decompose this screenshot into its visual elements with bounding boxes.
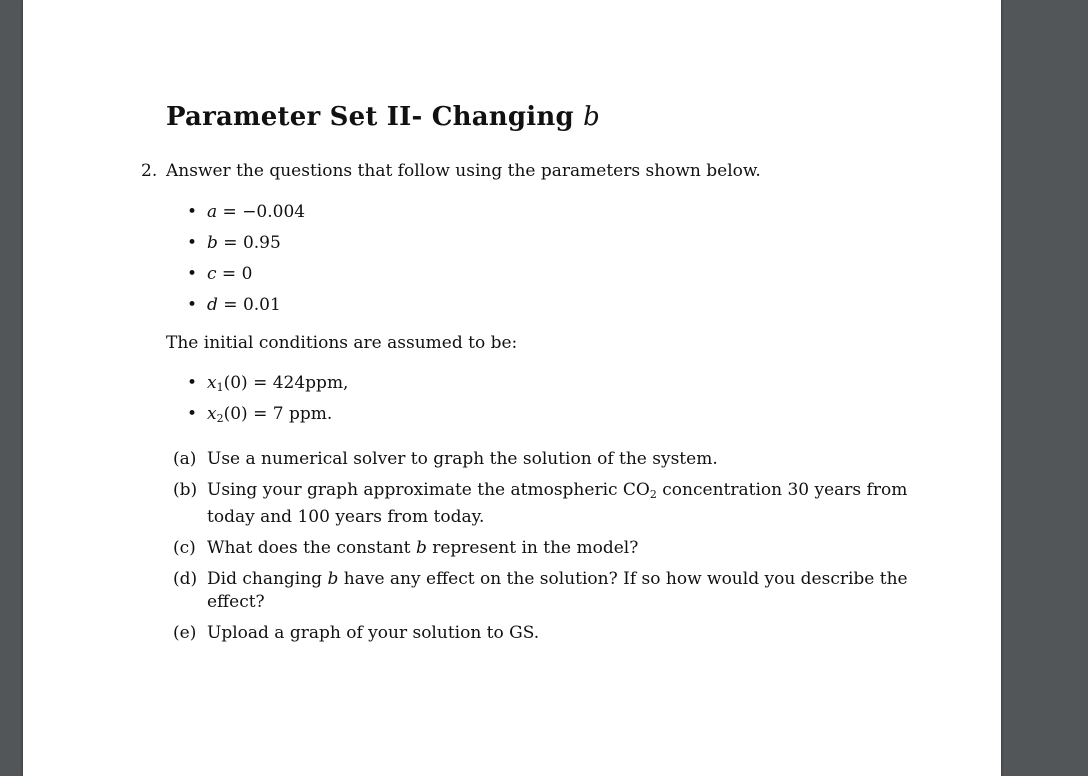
part-label: (a) (173, 449, 197, 469)
question-part-e (173, 622, 933, 645)
bullet-icon: • (187, 202, 198, 222)
initial-conditions-intro: The initial conditions are assumed to be: (166, 333, 518, 353)
part-text: Upload a graph of your solution to GS. (207, 623, 540, 643)
parameter-value: = 0.95 (217, 233, 281, 253)
parameter-value: = 0.01 (217, 295, 281, 315)
part-text: Use a numerical solver to graph the solution of the system. (207, 449, 718, 469)
condition-subscript: 1 (216, 381, 224, 394)
condition-value: (0) = 424ppm, (223, 373, 349, 393)
question-part-a (173, 448, 933, 471)
question-parts-list (173, 448, 933, 653)
question-part-b (173, 479, 933, 529)
question-number: 2. (141, 161, 158, 181)
part-text-cont: represent in the model? (426, 538, 639, 558)
initial-conditions-list (187, 372, 348, 434)
part-label: (d) (173, 569, 198, 589)
condition-variable: x (207, 404, 217, 424)
bullet-icon: • (187, 264, 198, 284)
section-title-text: Parameter Set II- Changing (166, 102, 574, 132)
part-text-cont: concentration 30 years from today and 100 years from today. (207, 480, 908, 527)
question-text: Answer the questions that follow using the parameters shown below. (166, 161, 761, 181)
parameter-variable: b (207, 233, 218, 253)
part-subscript: 2 (649, 488, 657, 501)
parameter-item (187, 294, 305, 325)
condition-variable: x (207, 373, 217, 393)
part-label: (e) (173, 623, 197, 643)
document-page (23, 0, 1001, 776)
parameter-variable: d (207, 295, 218, 315)
parameter-item (187, 232, 305, 263)
section-title-variable: b (583, 102, 600, 132)
parameter-variable: c (207, 264, 217, 284)
initial-condition-item (187, 403, 348, 434)
parameter-list (187, 201, 305, 325)
bullet-icon: • (187, 373, 198, 393)
bullet-icon: • (187, 295, 198, 315)
initial-condition-item (187, 372, 348, 403)
question-part-d (173, 568, 933, 614)
parameter-value: = −0.004 (217, 202, 306, 222)
parameter-variable: a (207, 202, 218, 222)
question-prompt (141, 161, 761, 181)
part-text: Did changing (207, 569, 328, 589)
part-label: (c) (173, 538, 196, 558)
part-variable: b (415, 538, 427, 558)
part-text-cont: have any effect on the solution? If so how would you describe the effect? (207, 569, 908, 612)
bullet-icon: • (187, 404, 198, 424)
condition-value: (0) = 7 ppm. (223, 404, 333, 424)
part-variable: b (327, 569, 339, 589)
part-text: What does the constant (207, 538, 416, 558)
part-text: Using your graph approximate the atmospheric CO (207, 480, 650, 500)
parameter-item (187, 201, 305, 232)
parameter-value: = 0 (216, 264, 253, 284)
condition-subscript: 2 (216, 412, 224, 425)
question-part-c (173, 537, 933, 560)
parameter-item (187, 263, 305, 294)
part-label: (b) (173, 480, 198, 500)
bullet-icon: • (187, 233, 198, 253)
section-title (166, 102, 600, 132)
